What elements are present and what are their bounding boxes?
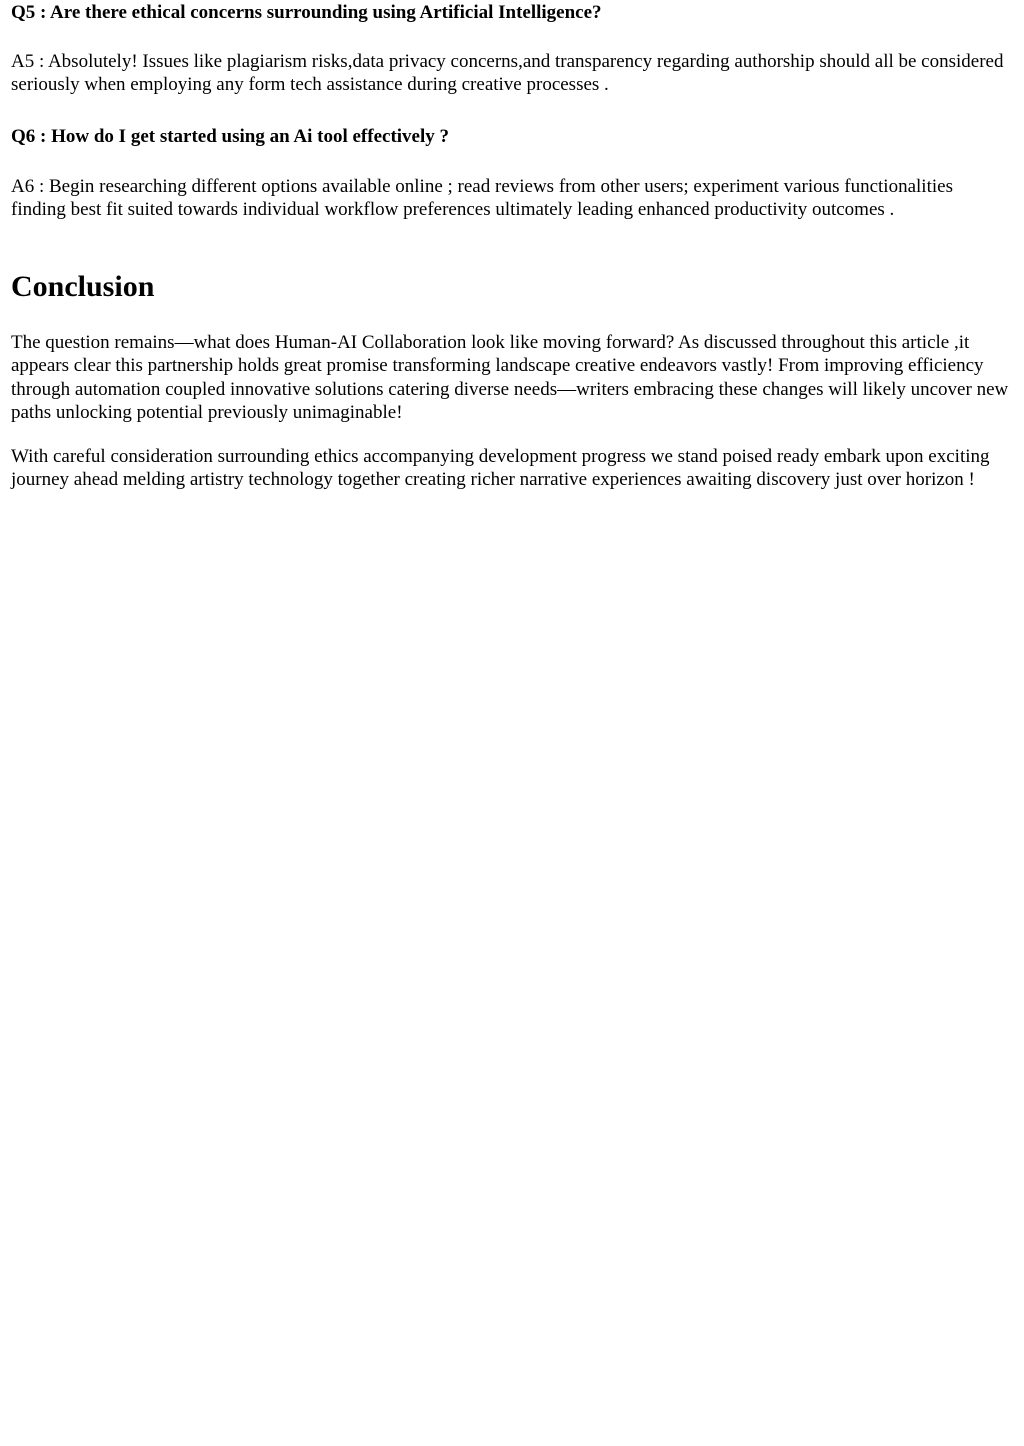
faq-question-q6: Q6 : How do I get started using an Ai tool effectively ? <box>11 126 450 147</box>
conclusion-paragraph-1: The question remains—what does Human-AI Collaboration look like moving forward? As discussed throughout this article ,it appears clear this partnership holds great promise transforming landscape creative endeavors vastly! From improving efficiency through automation coupled innovative solutions catering diverse needs—writers embracing these changes will likely uncover new paths unlocking potential previously unimaginable! <box>11 332 1009 423</box>
faq-answer-a6: A6 : Begin researching different options available online ; read reviews from other users; experiment various functionalities finding best fit suited towards individual workflow preferences ultimately leading enhanced productivity outcomes . <box>11 176 953 221</box>
conclusion-heading: Conclusion <box>11 270 155 303</box>
conclusion-paragraph-2: With careful consideration surrounding ethics accompanying development progress we stand poised ready embark upon exciting journey ahead melding artistry technology together creating richer narrative experiences awaiting discovery just over horizon ! <box>11 446 990 491</box>
faq-answer-a5: A5 : Absolutely! Issues like plagiarism risks,data privacy concerns,and transparency regarding authorship should all be considered seriously when employing any form tech assistance during creative processes . <box>11 51 1004 96</box>
faq-question-q5: Q5 : Are there ethical concerns surrounding using Artificial Intelligence? <box>11 2 602 23</box>
